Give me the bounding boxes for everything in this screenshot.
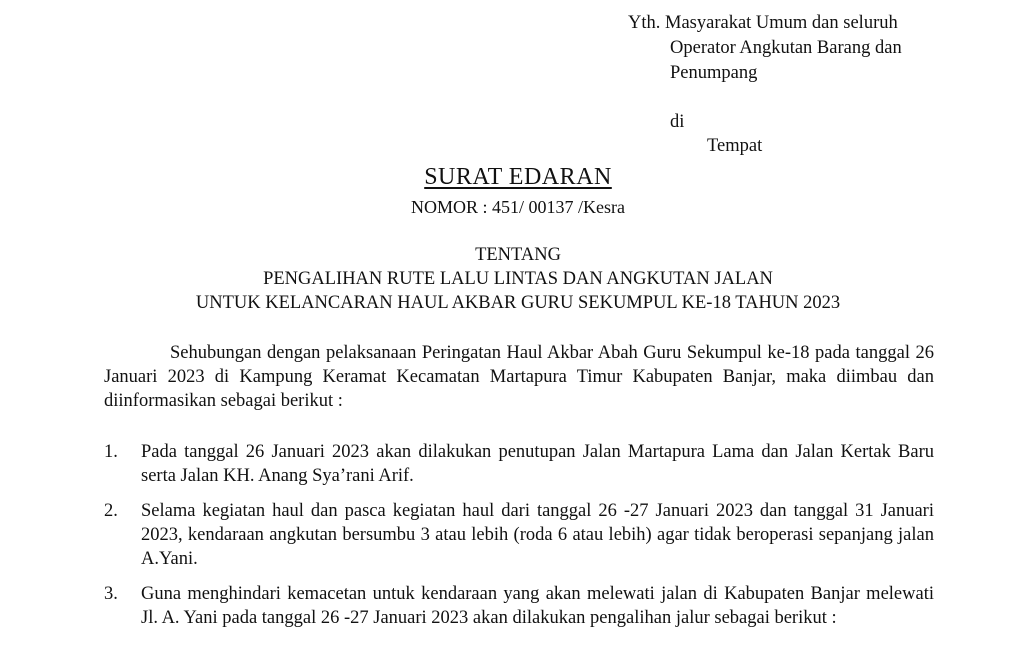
item-text: Guna menghindari kemacetan untuk kendaraan yang akan melewati jalan di Kabupaten Banjar melewati Jl. A. Yani pada tanggal 26 -27 Januari 2023 akan dilakukan pengalihan jalur sebagai berikut :	[141, 584, 934, 628]
document-number: NOMOR : 451/ 00137 /Kesra	[411, 197, 625, 217]
item-number: 2.	[104, 501, 118, 521]
item-number: 1.	[104, 442, 118, 462]
tentang-heading: TENTANG	[475, 245, 561, 265]
recipient-line-3: Penumpang	[670, 63, 758, 83]
document-title: SURAT EDARAN	[424, 164, 612, 190]
recipient-line-2: Operator Angkutan Barang dan	[670, 38, 902, 58]
recipient-tempat: Tempat	[707, 136, 763, 156]
intro-paragraph: Sehubungan dengan pelaksanaan Peringatan Haul Akbar Abah Guru Sekumpul ke-18 pada tanggal 26 Januari 2023 di Kampung Keramat Kecamatan Martapura Timur Kabupaten Banjar, maka diimbau dan diinformasikan sebagai berikut :	[104, 343, 934, 411]
recipient-di: di	[670, 112, 685, 132]
item-text: Pada tanggal 26 Januari 2023 akan dilakukan penutupan Jalan Martapura Lama dan Jalan Kertak Baru serta Jalan KH. Anang Sya’rani Arif.	[141, 442, 934, 486]
item-number: 3.	[104, 584, 118, 604]
recipient-line-1: Yth. Masyarakat Umum dan seluruh	[628, 13, 898, 33]
subject-line-2: UNTUK KELANCARAN HAUL AKBAR GURU SEKUMPUL KE-18 TAHUN 2023	[195, 293, 841, 313]
item-text: Selama kegiatan haul dan pasca kegiatan haul dari tanggal 26 -27 Januari 2023 dan tanggal 31 Januari 2023, kendaraan angkutan bersumbu 3 atau lebih (roda 6 atau lebih) agar tidak beroperasi sepanjang jalan A.Yani.	[141, 501, 934, 569]
subject-line-1: PENGALIHAN RUTE LALU LINTAS DAN ANGKUTAN JALAN	[263, 269, 773, 289]
